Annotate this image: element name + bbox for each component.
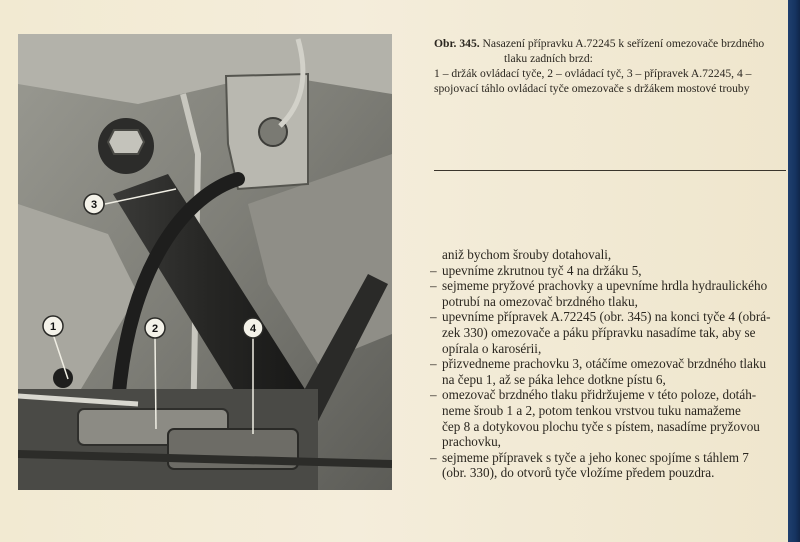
- body-line: [430, 372, 786, 388]
- svg-text:4: 4: [249, 323, 257, 335]
- body-line-text: zek 330) omezovače a páku přípravku nasadíme tak, aby se: [442, 324, 756, 340]
- body-line-text: na čepu 1, až se páka lehce dotkne pístu 6,: [442, 371, 666, 387]
- body-line: [430, 403, 786, 419]
- callout-1: [43, 316, 63, 336]
- body-line: [430, 263, 786, 279]
- caption-legend-line-1: 1 – držák ovládací tyče, 2 – ovládací tyč, 3 – přípravek A.72245, 4 –: [434, 67, 752, 80]
- list-dash: –: [430, 449, 437, 465]
- caption-title-line-2: tlaku zadních brzd:: [504, 52, 593, 65]
- body-line-text: aniž bychom šrouby dotahovali,: [442, 247, 612, 262]
- figure-illustration: [18, 34, 392, 490]
- figure-caption: [434, 36, 788, 96]
- callout-2-leader: [155, 337, 156, 429]
- caption-legend-line-2: spojovací táhlo ovládací tyče omezovače s držákem mostové trouby: [434, 82, 750, 95]
- body-line-text: sejmeme přípravek s tyče a jeho konec spojíme s táhlem 7: [442, 449, 749, 465]
- svg-text:3: 3: [90, 199, 98, 211]
- body-line: [430, 278, 786, 294]
- body-line-text: sejmeme pryžové prachovky a upevníme hrdla hydraulického: [442, 278, 768, 294]
- body-line: [430, 387, 786, 403]
- body-line: [430, 309, 786, 325]
- list-dash: –: [430, 309, 437, 325]
- body-line-text: (obr. 330), do otvorů tyče vložíme předem pouzdra.: [442, 465, 715, 481]
- body-line: [430, 294, 786, 310]
- pivot-pin: [53, 368, 73, 388]
- figure-photo: [18, 34, 392, 490]
- list-dash: –: [430, 387, 437, 403]
- figure-number: Obr. 345.: [434, 37, 480, 50]
- body-line: [430, 465, 786, 481]
- body-line: [430, 325, 786, 341]
- body-line: [430, 341, 786, 357]
- callout-2: [145, 318, 165, 338]
- caption-title-text: Nasazení přípravku A.72245 k seřízení omezovače brzdného: [482, 37, 765, 50]
- separator-rule: [434, 170, 786, 171]
- list-dash: –: [430, 262, 437, 278]
- body-text: [430, 247, 786, 481]
- body-line-text: neme šroub 1 a 2, potom tenkou vrstvou tuku namažeme: [442, 402, 741, 418]
- body-line: [430, 419, 786, 435]
- callout-4: [243, 318, 263, 338]
- body-line-text: upevníme přípravek A.72245 (obr. 345) na konci tyče 4 (obrá-: [442, 309, 771, 325]
- body-line-text: čep 8 a dotykovou plochu tyče s pístem, nasadíme pryžovou: [442, 418, 760, 434]
- book-binding-edge: [788, 0, 800, 542]
- svg-text:1: 1: [49, 321, 57, 333]
- body-line-text: upevníme zkrutnou tyč 4 na držáku 5,: [442, 262, 642, 278]
- callout-3: [84, 194, 104, 214]
- bolt-head: [108, 130, 144, 154]
- caption-title-line-1: [434, 36, 788, 51]
- body-line-text: prachovku,: [442, 434, 501, 450]
- body-line: [430, 247, 786, 263]
- svg-text:2: 2: [151, 323, 159, 335]
- body-line-text: opírala o karosérii,: [442, 340, 542, 356]
- body-line-text: potrubí na omezovač brzdného tlaku,: [442, 293, 638, 309]
- body-line-text: přizvedneme prachovku 3, otáčíme omezovač brzdného tlaku: [442, 356, 767, 372]
- list-dash: –: [430, 356, 437, 372]
- list-dash: –: [430, 278, 437, 294]
- body-line: [430, 356, 786, 372]
- body-line: [430, 434, 786, 450]
- body-line: [430, 450, 786, 466]
- body-line-text: omezovač brzdného tlaku přidržujeme v této poloze, dotáh-: [442, 387, 757, 403]
